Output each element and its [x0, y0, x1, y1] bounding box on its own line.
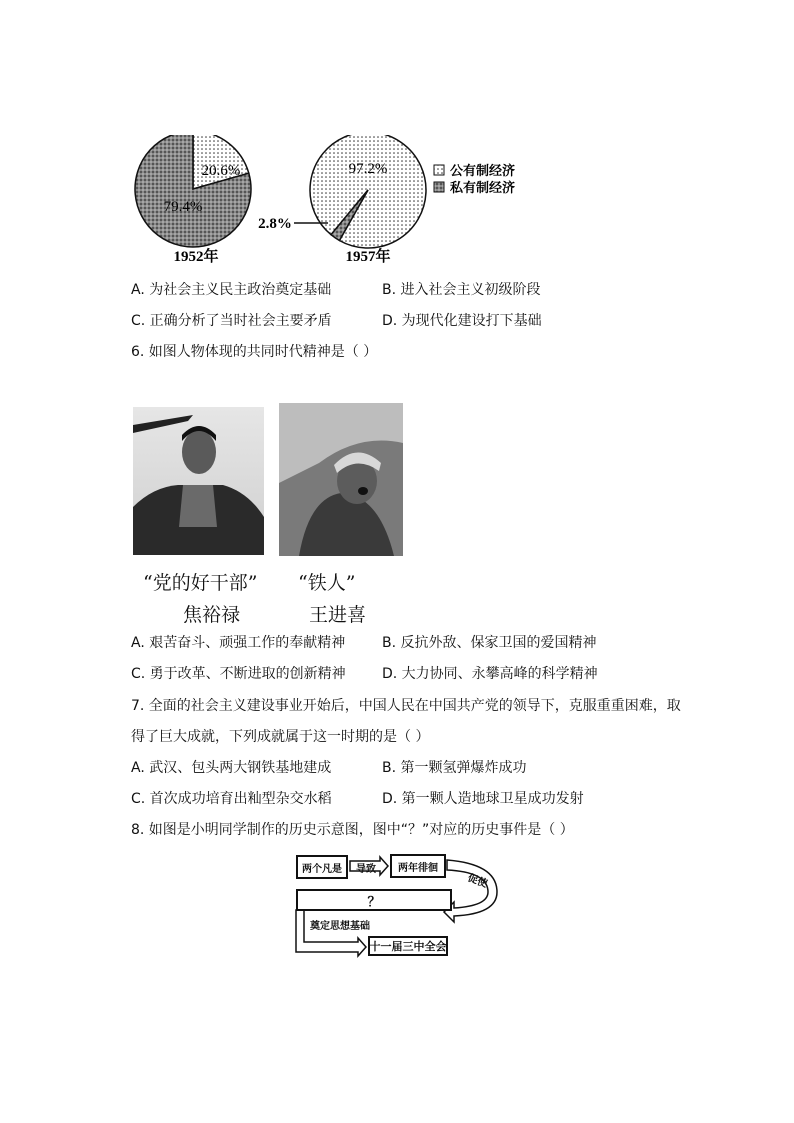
- q7-stem-line1: 7. 全面的社会主义建设事业开始后，中国人民在中国共产党的领导下，克服重重困难，取: [131, 698, 681, 714]
- photo-wang-jinxi: [279, 403, 403, 556]
- legend-label-private: 私有制经济: [450, 181, 516, 196]
- legend-label-public: 公有制经济: [450, 164, 516, 179]
- q6-stem: 6. 如图人物体现的共同时代精神是（ ）: [131, 344, 378, 360]
- q8-curve-label-prompt: 促使: [466, 872, 489, 890]
- q6-option-a: A. 艰苦奋斗、顽强工作的奉献精神: [131, 635, 346, 651]
- pie-1957-title: 1957年: [345, 249, 391, 265]
- q7-option-c: C. 首次成功培育出籼型杂交水稻: [131, 791, 332, 807]
- pie-1957-label-private: 2.8%: [258, 216, 292, 232]
- q7-option-a: A. 武汉、包头两大钢铁基地建成: [131, 760, 332, 776]
- q6-option-c: C. 勇于改革、不断进取的创新精神: [131, 666, 346, 682]
- q7-option-d: D. 第一颗人造地球卫星成功发射: [382, 791, 584, 807]
- q7-stem-line2: 得了巨大成就，下列成就属于这一时期的是（ ）: [131, 729, 430, 745]
- q7-option-b: B. 第一颗氢弹爆炸成功: [382, 760, 527, 776]
- pie-figure: [128, 135, 548, 265]
- pie-1952-title: 1952年: [173, 249, 219, 265]
- q8-box-third-plenum: 十一届三中全会: [368, 936, 448, 956]
- photo-wang-caption-title: “铁人”: [298, 572, 356, 594]
- q8-box-unknown-event: ？: [296, 889, 452, 911]
- q5-option-d: D. 为现代化建设打下基础: [382, 313, 542, 329]
- q8-arrow-label-lead-to: 导致: [356, 864, 376, 875]
- pie-1952: [135, 135, 251, 247]
- pie-1952-label-public: 20.6%: [201, 163, 241, 179]
- q8-arrow-label-ideological-foundation: 奠定思想基础: [310, 921, 370, 932]
- q5-option-a: A. 为社会主义民主政治奠定基础: [131, 282, 332, 298]
- photo-wang-caption-name: 王进喜: [309, 604, 367, 626]
- q8-box-two-whatevers: 两个凡是: [296, 855, 348, 879]
- q6-option-d: D. 大力协同、永攀高峰的科学精神: [382, 666, 598, 682]
- q8-stem: 8. 如图是小明同学制作的历史示意图，图中“？”对应的历史事件是（ ）: [131, 822, 574, 838]
- legend-swatch-public: [434, 165, 444, 175]
- pie-svg: [128, 135, 548, 265]
- photo-jiao-caption-name: 焦裕禄: [183, 604, 241, 626]
- q5-option-c: C. 正确分析了当时社会主要矛盾: [131, 313, 332, 329]
- photo-jiao-yulu: [133, 407, 264, 555]
- q8-box-two-year-wandering: 两年徘徊: [390, 854, 446, 878]
- q5-option-b: B. 进入社会主义初级阶段: [382, 282, 541, 298]
- pie-1957: [310, 135, 426, 248]
- pie-1957-label-public: 97.2%: [348, 161, 388, 177]
- legend-swatch-private: [434, 182, 444, 192]
- photo-jiao-caption-title: “党的好干部”: [143, 572, 258, 594]
- q8-diagram: [292, 852, 504, 958]
- q6-option-b: B. 反抗外敌、保家卫国的爱国精神: [382, 635, 597, 651]
- pie-1952-label-private: 79.4%: [163, 199, 203, 215]
